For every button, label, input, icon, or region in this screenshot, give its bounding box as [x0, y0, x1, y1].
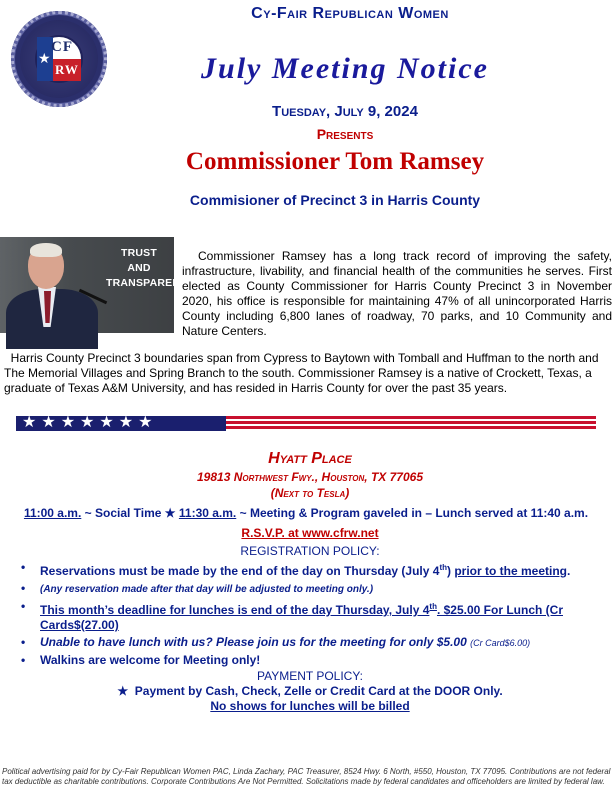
- list-item: [18, 635, 612, 651]
- venue-name: Hyatt Place: [268, 450, 352, 467]
- meeting-date: Tuesday, July 9, 2024: [272, 103, 418, 120]
- photo-caption-line: TRANSPARENCY: [106, 277, 196, 289]
- policy-text: prior to the meeting: [454, 564, 568, 578]
- speaker-role: Commisioner of Precinct 3 in Harris County: [189, 192, 481, 208]
- social-time: 11:00 a.m.: [23, 506, 82, 520]
- star-icon: ★★★★★★★: [22, 414, 158, 431]
- policy-text: . $25.00 For Lunch (Cr Cards$(27.00): [40, 603, 563, 632]
- list-item: [18, 599, 612, 633]
- policy-text: Reservations must be made by the end of the day on Thursday (July 4: [40, 564, 440, 578]
- cfrw-logo: [11, 11, 107, 107]
- photo-caption-line: TRUST: [121, 247, 157, 259]
- bullet-icon: •: [21, 599, 26, 613]
- banner-stripes: [226, 416, 596, 431]
- list-item: [18, 653, 612, 668]
- logo-text-cf: CF: [51, 39, 73, 55]
- political-disclaimer: Political advertising paid for by Cy-Fair Republican Women PAC, Linda Zachary, PAC Treasurer, 8524 Hwy. 6 North, #550, Houston, TX 77095. Contributions are not federal tax deductible as charitable contributions. Corporate Contributions Are Not Permitted. Solicitations made by federal candidates and officeholders are limited by federal law.: [2, 767, 611, 786]
- superscript: th: [439, 563, 447, 572]
- bullet-icon: •: [21, 560, 26, 574]
- bio-text: Harris County Precinct 3 boundaries span from Cypress to Baytown with Tomball and Huffman to the north and The Memorial Villages and Spring Branch to the south. Commissioner Ramsey is a native of Crockett, Texas, a graduate of Texas A&M University, and has resided in Harris County for over the past 35 years.: [4, 351, 599, 395]
- policy-text: Unable to have lunch with us? Please join us for the meeting for only $5.00: [40, 635, 471, 649]
- bullet-icon: •: [21, 653, 26, 667]
- logo-flag-emblem: [35, 35, 83, 83]
- star-icon: ★: [117, 684, 135, 698]
- speaker-name: Commissioner Tom Ramsey: [185, 148, 485, 175]
- photo-caption: [106, 246, 196, 291]
- superscript: th: [429, 602, 437, 611]
- schedule-line: [0, 506, 612, 520]
- logo-text-rw: RW: [55, 62, 79, 77]
- bio-paragraph-1: [182, 249, 612, 339]
- policy-text: This month’s deadline for lunches is end of the day Thursday, July 4: [40, 603, 430, 617]
- bio-paragraph-2: [4, 351, 612, 396]
- list-item: [18, 560, 612, 579]
- social-label: ~ Social Time ★: [81, 506, 179, 520]
- registration-policy-list: [18, 560, 612, 670]
- policy-text: (Any reservation made after that day will be adjusted to meeting only.): [40, 584, 374, 595]
- payment-title: PAYMENT POLICY:: [256, 669, 364, 683]
- payment-line: [60, 684, 560, 698]
- flag-banner: [16, 416, 596, 431]
- banner-blue-field: [16, 416, 226, 431]
- venue-landmark: (Next to Tesla): [270, 486, 350, 500]
- payment-text: Payment by Cash, Check, Zelle or Credit Card at the DOOR Only.: [134, 684, 503, 698]
- bullet-icon: •: [21, 581, 26, 595]
- venue-address: 19813 Northwest Fwy., Houston, TX 77065: [197, 470, 423, 484]
- meeting-label: ~ Meeting & Program gaveled in – Lunch served at 11:40 a.m.: [236, 506, 589, 520]
- policy-text: ): [447, 564, 455, 578]
- list-item: [18, 581, 612, 597]
- org-name: Cy-Fair Republican Women: [251, 5, 449, 22]
- meeting-time: 11:30 a.m.: [178, 506, 237, 520]
- star-icon: ★: [38, 50, 51, 66]
- photo-caption-line: AND: [127, 262, 151, 274]
- policy-text: Walkins are welcome for Meeting only!: [40, 653, 261, 667]
- policy-text: .: [567, 564, 571, 578]
- presents-label: Presents: [316, 126, 374, 142]
- speaker-photo: [0, 237, 196, 333]
- registration-title: REGISTRATION POLICY:: [240, 544, 380, 558]
- rsvp-link[interactable]: R.S.V.P. at www.cfrw.net: [241, 526, 379, 540]
- notice-title: July Meeting Notice: [201, 52, 489, 85]
- bio-text: Commissioner Ramsey has a long track record of improving the safety, infrastructure, livability, and financial health of the communities he serves. First elected as County Commissioner for Harris County Precinct 3 in November 2020, his office is responsible for maintaining 47% of all unincorporated Harris County including 6,800 lanes of roadway, 70 parks, and 10 Community and Nature Centers.: [182, 249, 612, 338]
- no-show-notice: No shows for lunches will be billed: [210, 699, 410, 713]
- policy-text: (Cr Card$6.00): [470, 638, 531, 648]
- photo-hair: [30, 243, 62, 257]
- bullet-icon: •: [21, 635, 26, 649]
